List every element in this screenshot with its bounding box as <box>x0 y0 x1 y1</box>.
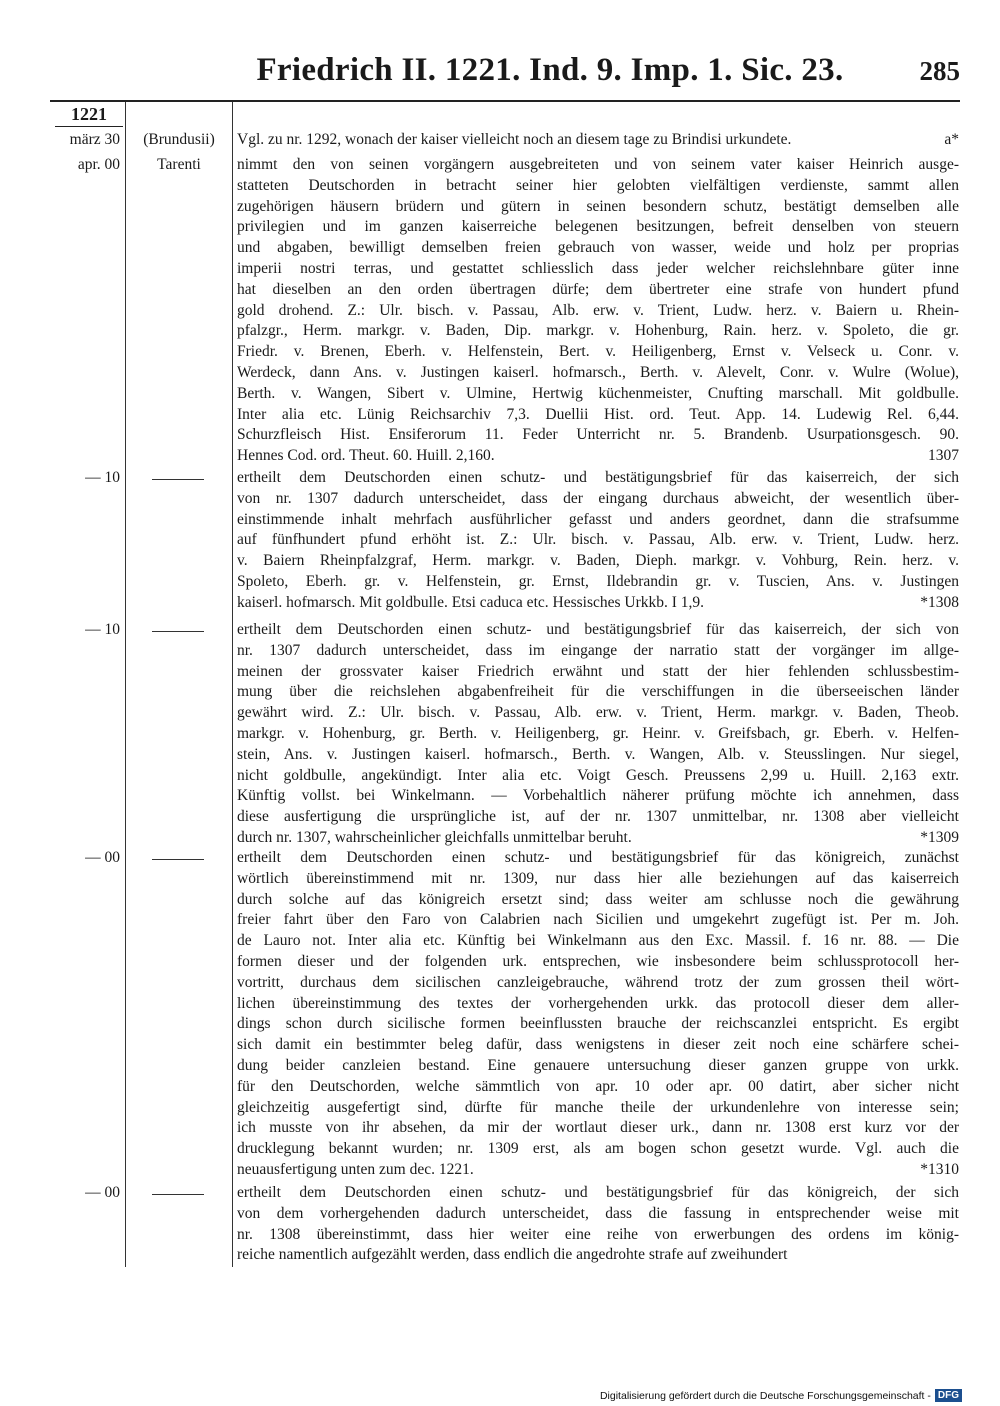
entry-date: — 10 <box>85 621 120 638</box>
entry-date: apr. 00 <box>77 156 120 173</box>
entry-text-line: mung über die reichslehen abgabenfreiheit für die verschiffungen in die überseeischen länder <box>237 683 959 701</box>
entry-text-line: ich musste von ihr absehen, da mir der wortlaut dieser urk., dann nr. 1308 erst kurz vor der <box>237 1119 959 1137</box>
entry-text-line: nimmt den von seinen vorgängern ausgebreiteten und von seinem vater kaiser Heinrich ausge- <box>237 156 959 173</box>
entry-number: 1307 <box>928 447 959 465</box>
entry-place-ditto-dash <box>152 479 204 480</box>
dfg-logo: DFG <box>935 1389 962 1402</box>
entry-text-line: nicht goldbulle, angekündigt. Inter alia etc. Voigt Gesch. Preussens 2,99 u. Huill. 2,163 extr. <box>237 766 959 784</box>
entry-text-line: Inter alia etc. Lünig Reichsarchiv 7,3. Duellii Hist. ord. Teut. App. 14. Ludewig Rel. 6,44. <box>237 405 959 423</box>
footer <box>600 1389 962 1402</box>
entry-text-line: markgr. v. Hohenburg, gr. Berth. v. Heiligenberg, gr. Heinr. v. Greifsbach, gr. Eberh. v. Helfen- <box>237 724 959 742</box>
entry-number: *1309 <box>920 829 959 846</box>
year-heading: 1221 <box>55 102 123 127</box>
entry-text-line: v. Baiern Rheinpfalzgraf, Herm. markgr. v. Baden, Dieph. markgr. v. Vohburg, Rein. herz. v. <box>237 552 959 570</box>
entry-text-line: durch nr. 1307, wahrscheinlicher gleichfalls unmittelbar beruht. <box>237 828 632 846</box>
entry-text <box>237 130 959 151</box>
entry-number: *1308 <box>920 593 959 611</box>
entry-text-line: Künftig vollst. bei Winkelmann. — Vorbehaltlich näherer prüfung möchte ich annehmen, dass <box>237 787 959 805</box>
entry-place: Tarenti <box>157 156 201 173</box>
entry-text-line: und abgaben, bewilligt demselben freien gebrauch von wasser, weide und holz per proprias <box>237 239 959 257</box>
entry-text-line: ertheilt dem Deutschorden einen schutz- und bestätigungsbrief für das kaiserreich, der sich <box>237 469 959 486</box>
entry-text-line: zugehörigen häusern brüdern und gütern in seinen besondern schutz, bestätigt demselben alle <box>237 197 959 215</box>
entry-text-line: Berth. v. Wangen, Sibert v. Ulmine, Hertwig küchenmeister, Cnufting marschall. Mit goldbulle. <box>237 384 959 402</box>
entry-text-line: formen dieser und der folgenden urk. entsprechen, wie insbesondere beim schlussprotocoll her- <box>237 952 959 970</box>
entry-text-line: imperii nostri terras, und gestattet schliesslich dass jeder welcher reichslehnbare güter inne <box>237 259 959 277</box>
entry-text-line: wörtlich übereinstimmend mit nr. 1309, nur dass hier alle beziehungen auf das kaiserreich <box>237 869 959 887</box>
entry-date: — 10 <box>85 469 120 486</box>
entry-place: (Brundusii) <box>143 131 215 148</box>
entry-date: — 00 <box>85 849 120 866</box>
entry-text-line: Schurzfleisch Hist. Ensiferorum 11. Feder Unterricht nr. 5. Brandenb. Usurpationsgesch. 90. <box>237 426 959 444</box>
running-head <box>60 52 960 98</box>
entry-text-line: Werdeck, dann Ans. v. Justingen kaiserl. hofmarsch., Berth. v. Alevelt, Conr. v. Wulre (Wolue), <box>237 363 959 381</box>
entry-text-line: nr. 1308 übereinstimmt, dass hier weiter eine reihe von erwerbungen des ordens im könig- <box>237 1225 959 1243</box>
entry-text-line: meinen der grossvater kaiser Friedrich erwähnt und statt der hier fehlenden schlussbestim- <box>237 662 959 680</box>
entry-text <box>237 468 959 614</box>
entry-text <box>237 620 959 849</box>
entry-text-line: dung beider canzleien bestand. Eine genauere untersuchung dieser ganzen gruppe von urkk. <box>237 1056 959 1074</box>
entry-place-ditto-dash <box>152 631 204 632</box>
entry-text-line: Spoleto, Eberh. gr. v. Helfenstein, gr. Ernst, Ildebrandin gr. v. Tuscien, Ans. v. Justingen <box>237 572 959 590</box>
entry-text <box>237 848 959 1181</box>
entry-text-line: nr. 1307 dadurch unterscheidet, dass im eingange der narratio statt der vorgänger im allge- <box>237 641 959 659</box>
running-title: Friedrich II. 1221. Ind. 9. Imp. 1. Sic. 23. <box>256 52 844 88</box>
footer-funding-text: Digitalisierung gefördert durch die Deutsche Forschungsgemeinschaft - <box>599 1389 931 1402</box>
header-rule <box>50 100 960 102</box>
entry-text-line: hat dieselben an den orden übertragen dürfe; dem übertreter eine strafe von hundert pfund <box>237 280 959 298</box>
entry-text-line: privilegien und im ganzen kaiserreiche belegenen besitzungen, befreit denselben von steuern <box>237 218 959 236</box>
entry-text-line: diese ausfertigung die ursprüngliche ist, auf der nr. 1307 unmittelbar, nr. 1308 aber vielleicht <box>237 808 959 826</box>
entry-text-line: de Lauro not. Inter alia etc. Künftig bei Winkelmann aus den Exc. Massil. f. 16 nr. 88. — Die <box>237 932 959 950</box>
entry-text-line: Friedr. v. Brenen, Eberh. v. Helfenstein, Bert. v. Heiligenberg, Ernst v. Velseck u. Conr. v. <box>237 343 959 361</box>
page-number: 285 <box>919 56 960 86</box>
entry-text-line: von dem vorhergehenden dadurch unterscheidet, dass die fassung in entsprechender weise mit <box>237 1204 959 1222</box>
entry-text-line: ertheilt dem Deutschorden einen schutz- und bestätigungsbrief für das königreich, der sich <box>237 1184 959 1201</box>
entry-text-line: ertheilt dem Deutschorden einen schutz- und bestätigungsbrief für das kaiserreich, der sich von <box>237 621 959 638</box>
entry-number: a* <box>944 131 959 148</box>
entry-place-ditto-dash <box>152 859 204 860</box>
entry-place-ditto-dash <box>152 1194 204 1195</box>
column-divider-place <box>232 102 233 1267</box>
entry-text-line: gleichzeitig ausgefertigt sind, dürfte für manche theile der urkundenlehre von interesse sein; <box>237 1098 959 1116</box>
entry-text-line: vortritt, durchaus dem sicilischen canzleigebrauche, während trotz der zum grossen theil wört- <box>237 973 959 991</box>
entry-text-line: dings schon durch sicilische formen beeinflussten brauche der reichscanzlei entspricht. Es ergibt <box>237 1015 959 1033</box>
entry-text-line: statteten Deutschorden in betracht seiner hier gelobten vielfältigen verdienste, sammt allen <box>237 176 959 194</box>
entry-text-line: einstimmende inhalt mehrfach ausführlicher gefasst und anders geordnet, dann die strafsumme <box>237 510 959 528</box>
entry-text-line: von nr. 1307 dadurch unterscheidet, dass der eingang durchaus abweicht, der wesentlich über- <box>237 489 959 507</box>
entry-text-line: kaiserl. hofmarsch. Mit goldbulle. Etsi caduca etc. Hessisches Urkkb. I 1,9. <box>237 593 705 611</box>
entry-text-line: sich damit ein bestimmter beleg dafür, dass wenigstens in dieser zeit noch eine schärfere schei- <box>237 1036 959 1054</box>
entry-text-line: für den Deutschorden, welche sämmtlich von apr. 10 oder apr. 00 datirt, aber sicher nicht <box>237 1077 959 1095</box>
entry-text-line: neuausfertigung unten zum dec. 1221. <box>237 1160 474 1178</box>
entry-text-line: gewährt wird. Z.: Ulr. bisch. v. Passau, Alb. erw. v. Trient, Herm. markgr. v. Baden, Theob. <box>237 704 959 722</box>
entry-text-line: ertheilt dem Deutschorden einen schutz- und bestätigungsbrief für das königreich, zunächst <box>237 849 959 866</box>
entry-number: *1310 <box>920 1161 959 1178</box>
entry-date: märz 30 <box>69 131 120 148</box>
entry-text-line: Vgl. zu nr. 1292, wonach der kaiser vielleicht noch an diesem tage zu Brindisi urkundete. <box>237 131 792 148</box>
entry-text-line: stein, Ans. v. Justingen kaiserl. hofmarsch., Berth. v. Wangen, Alb. v. Steusslingen. Nur siegel, <box>237 745 959 763</box>
entry-text-line: Hennes Cod. ord. Theut. 60. Huill. 2,160. <box>237 447 495 465</box>
entry-text <box>237 1183 959 1266</box>
entry-text <box>237 155 959 467</box>
entry-text-line: durch solche auf das königreich ersetzt sind; dass weiter am schlusse noch die gewährung <box>237 890 959 908</box>
entry-date: — 00 <box>85 1184 120 1201</box>
entry-text-line: gold drohend. Z.: Ulr. bisch. v. Passau, Alb. erw. v. Trient, Ludw. herz. v. Baiern u. Rhein- <box>237 301 959 319</box>
entry-text-line: lichen übereinstimmung des textes der vorhergehenden urkk. das protocoll dieser dem aller- <box>237 994 959 1012</box>
entry-text-line: pfalzgr., Herm. markgr. v. Baden, Dip. markgr. v. Hohenburg, Rain. herz. v. Spoleto, die gr. <box>237 322 959 340</box>
entry-text-line: freier fahrt über den Faro von Calabrien nach Sicilien und umgekehrt zugefügt ist. Per m. Joh. <box>237 911 959 929</box>
column-divider-date <box>125 102 126 1267</box>
entry-text-line: drucklegung bekannt wurden; nr. 1309 erst, als am bogen schon gesetzt wurde. Vgl. auch die <box>237 1140 959 1158</box>
entry-text-line: reiche namentlich aufgezählt werden, dass endlich die angedrohte strafe auf zweihundert <box>237 1246 788 1264</box>
entry-text-line: auf fünfhundert pfund erhöht ist. Z.: Ulr. bisch. v. Passau, Alb. erw. v. Trient, Ludw. herz. <box>237 531 959 549</box>
